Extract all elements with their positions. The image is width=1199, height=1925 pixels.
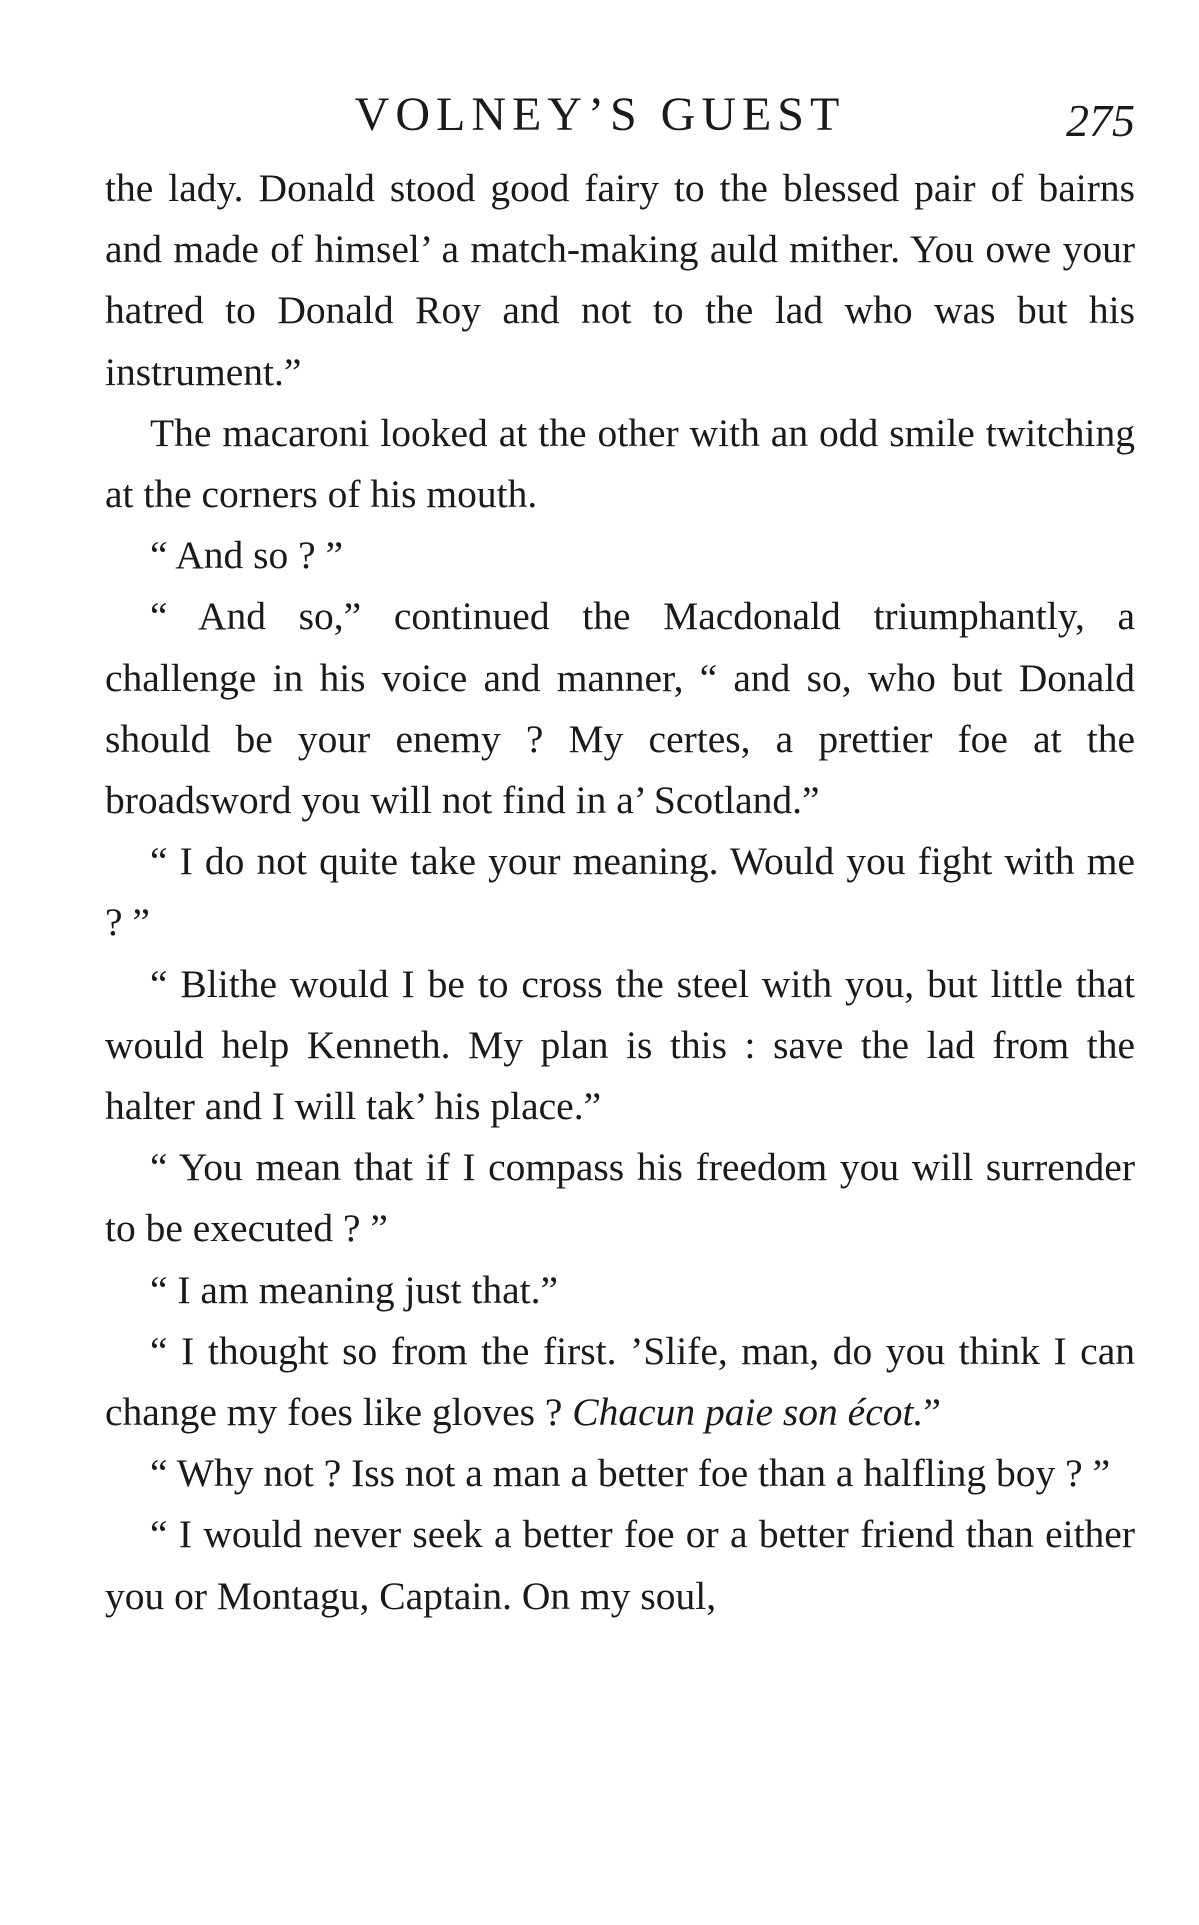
paragraph xyxy=(105,1137,1135,1259)
paragraph xyxy=(105,954,1135,1138)
page-header xyxy=(105,80,1135,150)
paragraph xyxy=(105,1443,1135,1504)
paragraph-text: “ I thought so from the first. ’Slife, man, do you think I can change my foes like gloves ? xyxy=(105,1328,1135,1435)
paragraph-text: “ Blithe would I be to cross the steel with you, but little that would help Kenneth. My plan is this : save the lad from the halter and I will tak’ his place.” xyxy=(105,961,1135,1129)
running-title: VOLNEY’S GUEST xyxy=(354,88,846,141)
paragraph xyxy=(105,525,1135,586)
body-text xyxy=(105,158,1135,1627)
paragraph xyxy=(105,403,1135,525)
italic-phrase: Chacun paie son écot. xyxy=(572,1390,924,1435)
paragraph-text: “ I am meaning just that.” xyxy=(150,1267,559,1312)
paragraph-text: the lady. Donald stood good fairy to the blessed pair of bairns and made of himsel’ a match-making auld mither. You owe your hatred to Donald Roy and not to the lad who was but his instrument.” xyxy=(105,166,1135,394)
paragraph-text: “ And so ? ” xyxy=(150,533,344,578)
paragraph-text: “ And so,” continued the Macdonald triumphantly, a challenge in his voice and manner, “ and so, who but Donald should be your enemy ? My certes, a prettier foe at the broadsword you will not find in a’ Scotland.” xyxy=(105,594,1135,823)
paragraph xyxy=(105,158,1135,403)
paragraph xyxy=(105,1504,1135,1626)
paragraph-text: “ You mean that if I compass his freedom you will surrender to be executed ? ” xyxy=(105,1145,1135,1251)
paragraph xyxy=(105,1260,1135,1321)
paragraph xyxy=(105,586,1135,831)
paragraph-text: The macaroni looked at the other with an odd smile twitching at the corners of his mouth. xyxy=(105,410,1135,517)
page-number: 275 xyxy=(1066,95,1135,146)
paragraph-text: “ I would never seek a better foe or a better friend than either you or Montagu, Captain. On my soul, xyxy=(105,1512,1135,1618)
paragraph-text: “ Why not ? Iss not a man a better foe than a halfling boy ? ” xyxy=(150,1451,1111,1496)
paragraph-text: “ I do not quite take your meaning. Would you fight with me ? ” xyxy=(105,839,1135,945)
book-page xyxy=(105,80,1135,1627)
paragraph xyxy=(105,831,1135,953)
paragraph-text: ” xyxy=(923,1390,941,1435)
paragraph xyxy=(105,1321,1135,1443)
